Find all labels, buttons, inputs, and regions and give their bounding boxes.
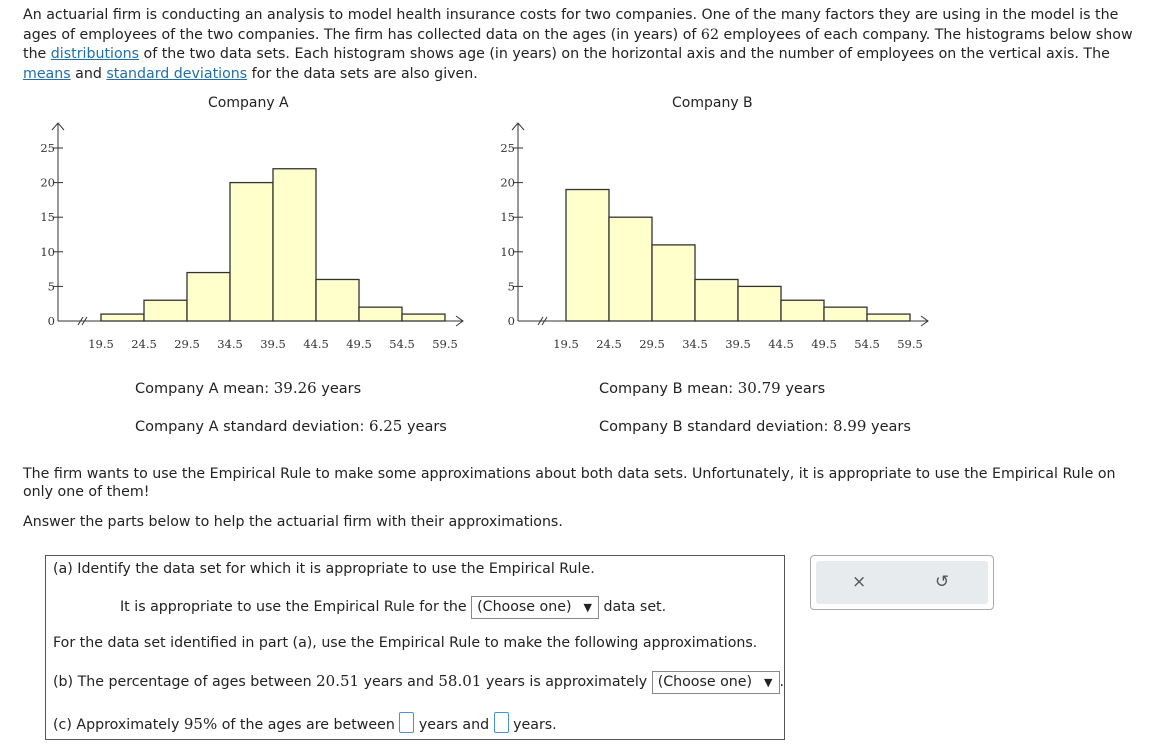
a-xtick-label: 59.5 bbox=[432, 337, 458, 351]
b-bar-49.5-54.5 bbox=[824, 307, 867, 321]
b-bar-44.5-49.5 bbox=[781, 300, 824, 321]
b-xtick-label: 19.5 bbox=[553, 337, 579, 351]
a-ytick-label: 20 bbox=[40, 175, 55, 190]
chevron-down-icon: ▼ bbox=[764, 676, 773, 689]
clear-icon[interactable]: × bbox=[852, 572, 867, 592]
company-a-mean: Company A mean: 39.26 years bbox=[135, 379, 362, 397]
answer-tools bbox=[810, 555, 994, 610]
distributions-link[interactable]: distributions bbox=[50, 46, 140, 62]
b-xtick-label: 59.5 bbox=[897, 337, 923, 351]
b-ytick-label: 10 bbox=[500, 244, 515, 259]
b-xtick-label: 24.5 bbox=[596, 337, 622, 351]
chart-b-title: Company B bbox=[672, 95, 753, 111]
b-bar-34.5-39.5 bbox=[695, 279, 738, 321]
a-xtick-label: 19.5 bbox=[88, 337, 114, 351]
question-b-line: (b) The percentage of ages between 20.51 years and 58.01 years is approximately (Choose one) ▼ . bbox=[53, 671, 784, 694]
question-a-answer-line: It is appropriate to use the Empirical Rule for the (Choose one) ▼ data set. bbox=[120, 596, 666, 619]
b-ytick-label: 5 bbox=[507, 279, 515, 294]
b-bar-54.5-59.5 bbox=[867, 314, 910, 321]
means-link[interactable]: means bbox=[23, 65, 71, 82]
b-bar-19.5-24.5 bbox=[566, 190, 609, 321]
a-xtick-label: 34.5 bbox=[217, 337, 243, 351]
a-xtick-label: 24.5 bbox=[131, 337, 157, 351]
b-ytick-label: 15 bbox=[500, 210, 515, 225]
b-ytick-label: 25 bbox=[500, 141, 515, 155]
a-bar-34.5-39.5 bbox=[230, 183, 273, 321]
histogram-company-a bbox=[0, 110, 500, 360]
question-bc-intro: For the data set identified in part (a), use the Empirical Rule to make the following approximations. bbox=[53, 635, 758, 651]
intro-paragraph: An actuarial firm is conducting an analysis to model health insurance costs for two companies. One of the many factors they are using in the model is the ages of employees of the two companies. The firm has collected data on the ages (in years) of 62 employees of each company. The histograms below show the distributions of the two data sets. Each histogram shows age (in years) on the horizontal axis and the number of employees on the vertical axis. The means and standard deviations for the data sets are also given. bbox=[23, 7, 1133, 82]
chevron-down-icon: ▼ bbox=[583, 601, 592, 614]
b-xtick-label: 44.5 bbox=[768, 337, 794, 351]
a-bar-39.5-44.5 bbox=[273, 169, 316, 321]
a-ytick-label: 5 bbox=[47, 279, 55, 294]
a-bar-44.5-49.5 bbox=[316, 279, 359, 321]
company-b-mean: Company B mean: 30.79 years bbox=[599, 379, 826, 397]
a-ytick-label: 15 bbox=[40, 210, 55, 225]
company-a-sd: Company A standard deviation: 6.25 years bbox=[135, 417, 447, 435]
b-xtick-label: 39.5 bbox=[725, 337, 751, 351]
question-c-line: (c) Approximately 95% of the ages are between years and years. bbox=[53, 712, 557, 733]
b-xtick-label: 54.5 bbox=[854, 337, 880, 351]
percentage-select[interactable]: (Choose one) ▼ bbox=[652, 671, 780, 694]
b-bar-29.5-34.5 bbox=[652, 245, 695, 321]
upper-bound-input[interactable] bbox=[494, 712, 509, 733]
standard-deviations-link[interactable]: standard deviations bbox=[106, 65, 248, 82]
a-bar-24.5-29.5 bbox=[144, 300, 187, 321]
b-xtick-label: 49.5 bbox=[811, 337, 837, 351]
a-bar-19.5-24.5 bbox=[101, 314, 144, 321]
b-ytick-label: 20 bbox=[500, 175, 515, 190]
a-bar-49.5-54.5 bbox=[359, 307, 402, 321]
question-box bbox=[45, 555, 785, 740]
undo-icon[interactable]: ↺ bbox=[935, 572, 950, 592]
a-bar-54.5-59.5 bbox=[402, 314, 445, 321]
b-xtick-label: 34.5 bbox=[682, 337, 708, 351]
a-ytick-label: 10 bbox=[40, 244, 55, 259]
a-ytick-label: 25 bbox=[40, 141, 55, 155]
question-a-text: (a) Identify the data set for which it is appropriate to use the Empirical Rule. bbox=[53, 561, 595, 577]
a-xtick-label: 39.5 bbox=[260, 337, 286, 351]
chart-a-title: Company A bbox=[208, 95, 289, 111]
a-xtick-label: 54.5 bbox=[389, 337, 415, 351]
a-xtick-label: 49.5 bbox=[346, 337, 372, 351]
b-bar-39.5-44.5 bbox=[738, 286, 781, 321]
empirical-rule-paragraph: The firm wants to use the Empirical Rule to make some approximations about both data sets. Unfortunately, it is appropriate to use the Empirical Rule on only one of them! bbox=[23, 466, 1116, 500]
a-bar-29.5-34.5 bbox=[187, 273, 230, 321]
company-b-sd: Company B standard deviation: 8.99 years bbox=[599, 417, 911, 435]
b-xtick-label: 29.5 bbox=[639, 337, 665, 351]
instructions-paragraph: Answer the parts below to help the actuarial firm with their approximations. bbox=[23, 514, 563, 530]
b-bar-24.5-29.5 bbox=[609, 217, 652, 321]
histogram-company-b bbox=[480, 110, 960, 360]
dataset-select[interactable]: (Choose one) ▼ bbox=[471, 596, 599, 619]
a-xtick-label: 44.5 bbox=[303, 337, 329, 351]
lower-bound-input[interactable] bbox=[399, 712, 414, 733]
a-ytick-label: 0 bbox=[47, 314, 55, 328]
a-xtick-label: 29.5 bbox=[174, 337, 200, 351]
b-ytick-label: 0 bbox=[507, 314, 515, 328]
